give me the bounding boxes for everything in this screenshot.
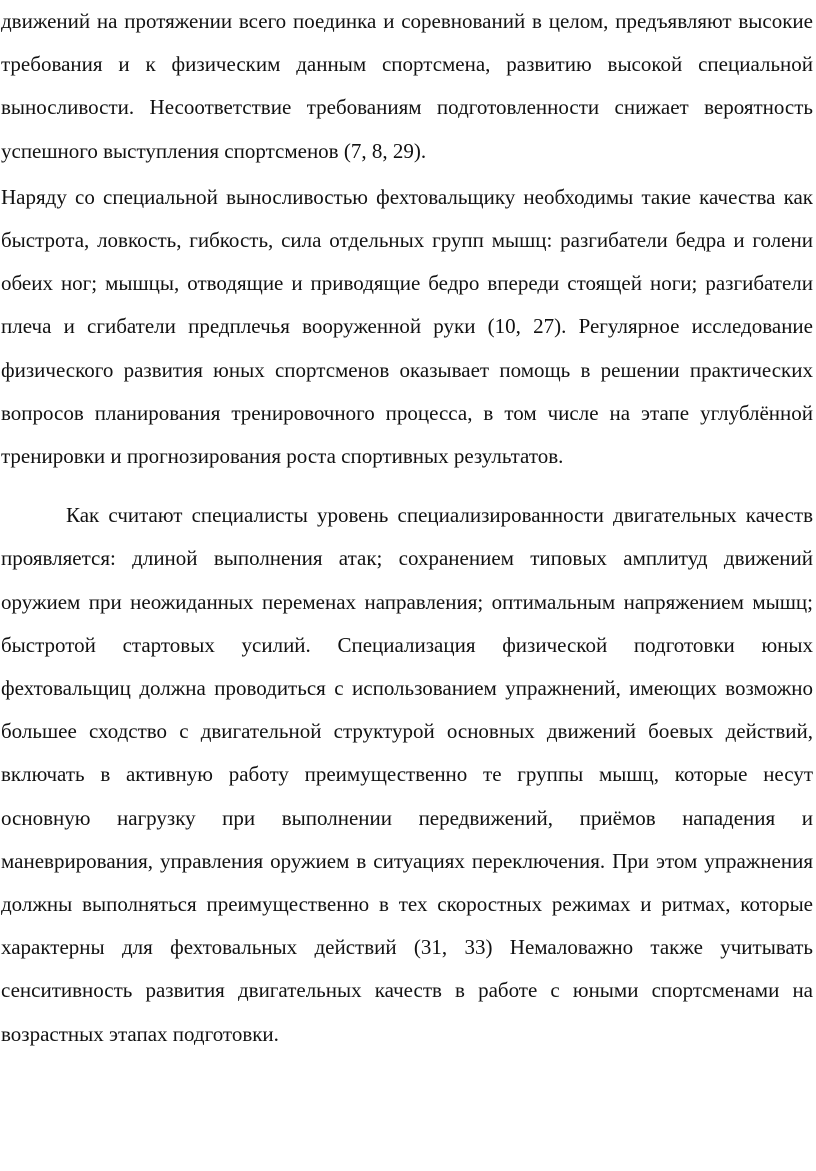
paragraph-2: Наряду со специальной выносливостью фехтовальщику необходимы такие качества как быстрота, ловкость, гибкость, сила отдельных групп мышц: разгибатели бедра и голени обеих ног; мышцы, отводящие и приводящие бедро впереди стоящей ноги; разгибатели плеча и сгибатели предплечья вооруженной руки (10, 27). Регулярное исследование физического развития юных спортсменов оказывает помощь в решении практических вопросов планирования тренировочного процесса, в том числе на этапе углублённой тренировки и прогнозирования роста спортивных результатов. xyxy=(1,184,813,469)
document-page xyxy=(1,0,813,1056)
paragraph-1: движений на протяжении всего поединка и соревнований в целом, предъявляют высокие требования и к физическим данным спортсмена, развитию высокой специальной выносливости. Несоответствие требованиям подготовленности снижает вероятность успешного выступления спортсменов (7, 8, 29). xyxy=(1,9,813,163)
paragraph-3: Как считают специалисты уровень специализированности двигательных качеств проявляется: длиной выполнения атак; сохранением типовых амплитуд движений оружием при неожиданных переменах направления; оптимальным напряжением мышц; быстротой стартовых усилий. Специализация физической подготовки юных фехтовальщиц должна проводиться с использованием упражнений, имеющих возможно большее сходство с двигательной структурой основных движений боевых действий, включать в активную работу преимущественно те группы мышц, которые несут основную нагрузку при выполнении передвижений, приёмов нападения и маневрирования, управления оружием в ситуациях переключения. При этом упражнения должны выполняться преимущественно в тех скоростных режимах и ритмах, которые характерны для фехтовальных действий (31, 33) Немаловажно также учитывать сенситивность развития двигательных качеств в работе с юными спортсменами на возрастных этапах подготовки. xyxy=(1,503,813,1046)
